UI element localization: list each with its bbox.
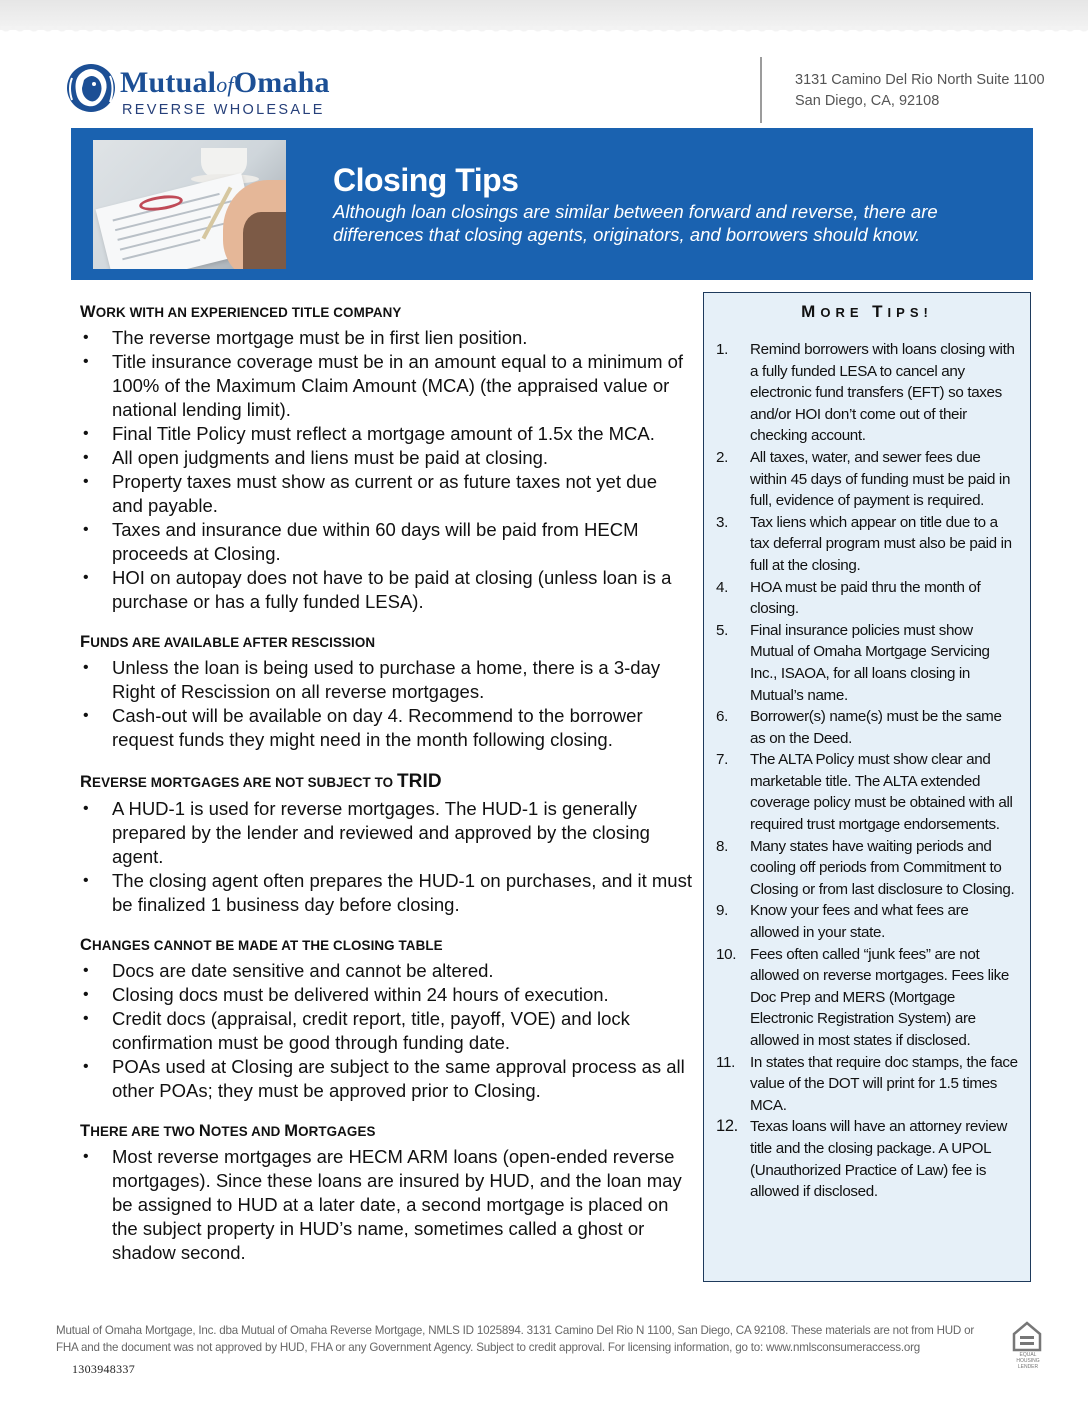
section-funds-available [80,633,692,752]
list-item: • Docs are date sensitive and cannot be altered. [80,959,692,983]
tip-item: 5. Final insurance policies must show Mutual of Omaha Mortgage Servicing Inc., ISAOA, for all loans closing in Mutual’s name. [716,621,990,704]
list-item: • Most reverse mortgages are HECM ARM loans (open-ended reverse mortgages). Since these loans are insured by HUD, and the loan may be assigned to HUD at a later date, a second mortgage is placed on the subject property in HUD’s name, sometimes called a ghost or shadow second. [80,1145,692,1265]
tip-item: 12. Texas loans will have an attorney review title and the closing package. A UPOL (Unauthorized Practice of Law) fee is allowed if disclosed. [716,1117,1007,1201]
logo-wordmark: MutualofOmaha [120,66,330,99]
address-line-2: San Diego, CA, 92108 [795,93,940,109]
company-address [795,70,1045,112]
list-item: • POAs used at Closing are subject to the same approval process as all other POAs; they must be approved prior to Closing. [80,1055,692,1103]
section-heading: CHANGES CANNOT BE MADE AT THE CLOSING TABLE [80,936,443,954]
tip-item: 10. Fees often called “junk fees” are not allowed on reverse mortgages. Fees like Doc Prep and MERS (Mortgage Electronic Registration System) are allowed in most states if disclosed. [716,945,1010,1049]
section-heading: THERE ARE TWO NOTES AND MORTGAGES [80,1122,376,1140]
tip-item: 9. Know your fees and what fees are allowed in your state. [716,902,969,942]
bullet-list [80,797,692,917]
list-item: • Taxes and insurance due within 60 days will be paid from HECM proceeds at Closing. [80,518,692,566]
header-divider [760,57,762,123]
section-two-notes [80,1122,692,1265]
tip-item: 8. Many states have waiting periods and cooling off periods from Commitment to Closing or from last disclosure to Closing. [716,837,1015,898]
list-item: • Property taxes must show as current or as future taxes not yet due and payable. [80,470,692,518]
tip-item: 11. In states that require doc stamps, the face value of the DOT will print for 1.5 times MCA. [716,1053,1018,1114]
list-item: • Closing docs must be delivered within 24 hours of execution. [80,983,692,1007]
section-heading: REVERSE MORTGAGES ARE NOT SUBJECT TO TRID [80,771,442,792]
more-tips-box [703,292,1031,1282]
more-tips-list [716,339,1020,1203]
bullet-list [80,1145,692,1265]
legal-disclaimer: Mutual of Omaha Mortgage, Inc. dba Mutual of Omaha Reverse Mortgage, NMLS ID 1025894. 3131 Camino Del Rio N 1100, San Diego, CA 92108. These materials are not from HUD or FHA and the document was not approved by HUD, FHA or any Government Agency. Subject to credit approval. For licensing information, go to: www.nmlsconsumeraccess.org [56,1324,975,1354]
equal-housing-lender-icon [1012,1320,1042,1356]
tip-item: 6. Borrower(s) name(s) must be the same as on the Deed. [716,708,1002,747]
tip-item: 2. All taxes, water, and sewer fees due within 45 days of funding must be paid in full, evidence of payment is required. [716,448,1011,510]
title-banner [71,128,1033,280]
bullet-list [80,959,692,1103]
list-item: • The reverse mortgage must be in first lien position. [80,326,692,350]
page-subtitle: Although loan closings are similar between forward and reverse, there are differences that closing agents, originators, and borrowers should know. [333,201,938,245]
tip-item: 7. The ALTA Policy must show clear and marketable title. The ALTA extended coverage policy must be obtained with all required trust mortgage endorsements. [716,751,1013,834]
list-item: • A HUD-1 is used for reverse mortgages. The HUD-1 is generally prepared by the lender and reviewed and approved by the closing agent. [80,797,692,869]
main-content [80,303,692,1284]
tip-item: 4. HOA must be paid thru the month of closing. [716,578,981,618]
address-line-1: 3131 Camino Del Rio North Suite 1100 [795,72,1045,88]
list-item: • Credit docs (appraisal, credit report, title, payoff, VOE) and lock confirmation must be good through funding date. [80,1007,692,1055]
list-item: • HOI on autopay does not have to be paid at closing (unless loan is a purchase or has a fully funded LESA). [80,566,692,614]
section-heading: WORK WITH AN EXPERIENCED TITLE COMPANY [80,303,402,321]
section-trid [80,771,692,917]
list-item: • Final Title Policy must reflect a mortgage amount of 1.5x the MCA. [80,422,692,446]
tip-item: 3. Tax liens which appear on title due to a tax deferral program must also be paid in full at the closing. [716,513,1012,574]
lion-head-icon [66,60,116,116]
list-item: • Cash-out will be available on day 4. Recommend to the borrower request funds they might need in the month following closing. [80,704,692,752]
sleeve [243,212,286,269]
logo-subtitle: REVERSE WHOLESALE [122,102,325,118]
bullet-list [80,326,692,614]
section-no-changes [80,936,692,1103]
list-item: • All open judgments and liens must be paid at closing. [80,446,692,470]
tip-item: 1. Remind borrowers with loans closing with a fully funded LESA to cancel any electronic fund transfers (EFT) so taxes and/or HOI don’t come out of their checking account. [716,341,1015,445]
list-item: • Title insurance coverage must be in an amount equal to a minimum of 100% of the Maximum Claim Amount (MCA) (the appraised value or national lending limit). [80,350,692,422]
signing-document-photo [93,140,286,269]
section-title-company [80,303,692,614]
bullet-list [80,656,692,752]
more-tips-title: MORE TIPS! [801,302,933,321]
document-id: 1303948337 [72,1362,135,1376]
list-item: • Unless the loan is being used to purchase a home, there is a 3-day Right of Rescission on all reverse mortgages. [80,656,692,704]
page-title: Closing Tips [333,162,519,198]
top-torn-edge [0,0,1088,30]
equal-housing-lender-label: EQUAL HOUSING LENDER [1016,1352,1040,1370]
section-heading: FUNDS ARE AVAILABLE AFTER RESCISSION [80,633,376,651]
company-logo [66,60,366,122]
list-item: • The closing agent often prepares the HUD-1 on purchases, and it must be finalized 1 business day before closing. [80,869,692,917]
